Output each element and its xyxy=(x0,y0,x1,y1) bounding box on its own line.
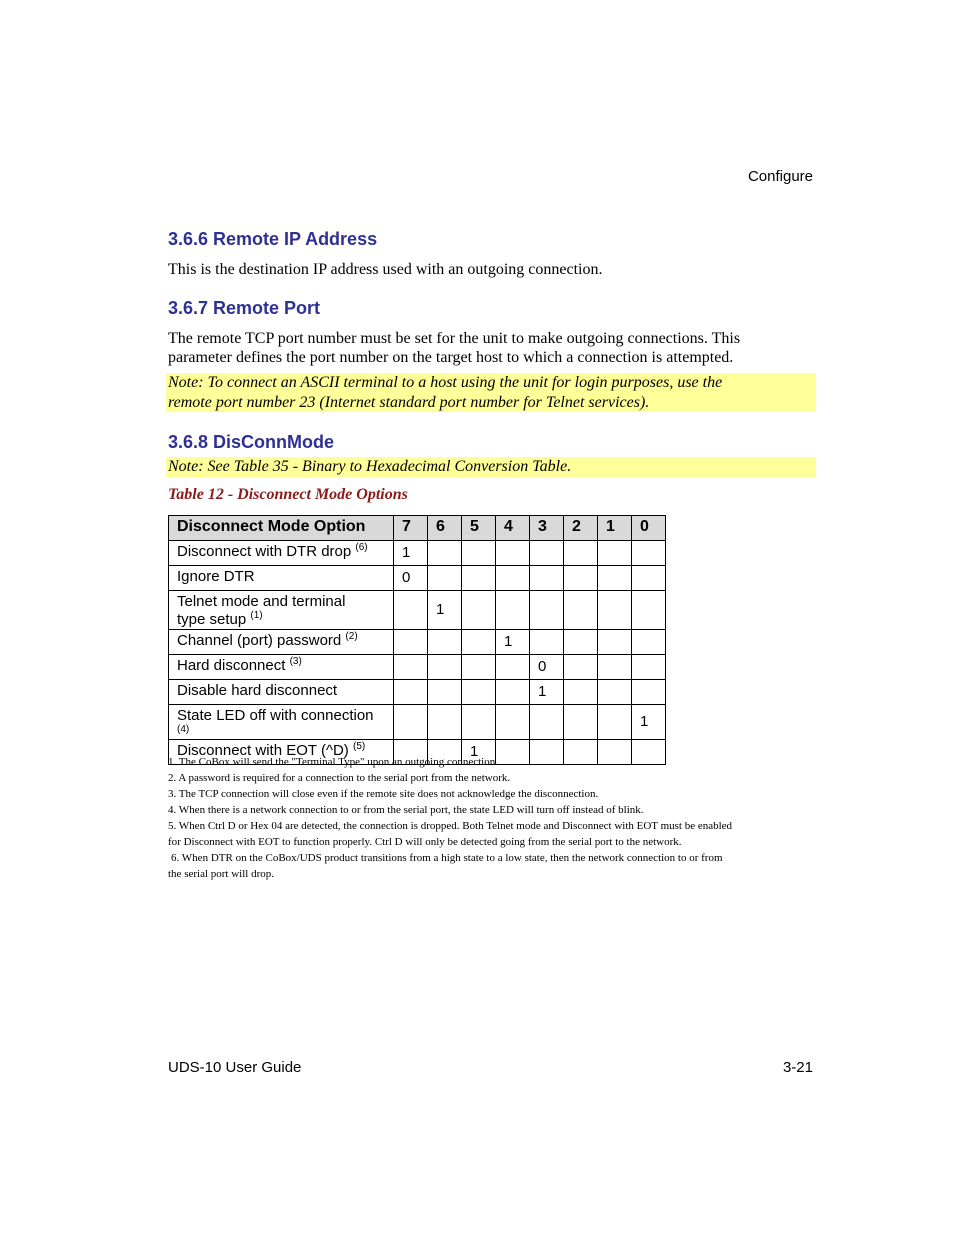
column-header-bit-0: 0 xyxy=(632,516,666,541)
bit-cell: 1 xyxy=(428,591,462,630)
table-footnotes xyxy=(168,754,814,882)
column-header-bit-5: 5 xyxy=(462,516,496,541)
bit-cell xyxy=(632,655,666,680)
row-label-text: Hard disconnect xyxy=(177,657,286,674)
bit-cell xyxy=(462,655,496,680)
row-label-text: Ignore DTR xyxy=(177,568,255,585)
footnote-continuation: for Disconnect with EOT to function properly. Ctrl D will only be detected going from the serial port to the network. xyxy=(168,836,682,848)
bit-cell xyxy=(428,630,462,655)
bit-cell xyxy=(632,630,666,655)
table-row xyxy=(169,705,666,740)
remote-port-description-line2: parameter defines the port number on the target host to which a connection is attempted. xyxy=(168,349,734,366)
bit-cell xyxy=(598,566,632,591)
bit-cell xyxy=(428,541,462,566)
bit-cell xyxy=(530,541,564,566)
bit-cell xyxy=(564,705,598,740)
bit-cell xyxy=(632,566,666,591)
row-label-text: State LED off with connection xyxy=(177,707,374,724)
row-label xyxy=(169,630,394,655)
table-row xyxy=(169,566,666,591)
table-row xyxy=(169,655,666,680)
footnote-item: 3. The TCP connection will close even if the remote site does not acknowledge the disconnection. xyxy=(168,788,599,800)
remote-port-description xyxy=(168,329,828,367)
row-label xyxy=(169,566,394,591)
bit-cell: 0 xyxy=(530,655,564,680)
column-header-option: Disconnect Mode Option xyxy=(169,516,394,541)
bit-cell xyxy=(530,705,564,740)
bit-cell xyxy=(632,541,666,566)
bit-cell xyxy=(496,591,530,630)
table-row xyxy=(169,630,666,655)
remote-port-note-line2: remote port number 23 (Internet standard port number for Telnet services). xyxy=(168,394,650,411)
remote-port-note xyxy=(166,373,816,412)
row-label-text: Disconnect with DTR drop xyxy=(177,543,352,560)
disconnect-mode-table xyxy=(168,515,666,765)
footnote-ref: (6) xyxy=(355,542,368,553)
column-header-bit-7: 7 xyxy=(394,516,428,541)
footnote-ref: (1) xyxy=(250,610,263,621)
bit-cell xyxy=(632,680,666,705)
row-label-text: Disconnect with EOT (^D) xyxy=(177,742,349,759)
column-header-bit-1: 1 xyxy=(598,516,632,541)
heading-disconnmode: 3.6.8 DisConnMode xyxy=(168,432,335,452)
bit-cell xyxy=(564,591,598,630)
bit-cell xyxy=(462,705,496,740)
heading-remote-port: 3.6.7 Remote Port xyxy=(168,298,321,318)
bit-cell: 1 xyxy=(394,541,428,566)
footnote-item: 1. The CoBox will send the "Terminal Type" upon an outgoing connection. xyxy=(168,756,498,768)
bit-cell xyxy=(428,566,462,591)
disconnmode-note: Note: See Table 35 - Binary to Hexadecimal Conversion Table. xyxy=(166,457,816,477)
bit-cell xyxy=(496,680,530,705)
column-header-bit-6: 6 xyxy=(428,516,462,541)
bit-cell xyxy=(598,541,632,566)
bit-cell xyxy=(394,655,428,680)
bit-cell xyxy=(496,655,530,680)
footnote-ref: (4) xyxy=(177,724,190,735)
column-header-bit-4: 4 xyxy=(496,516,530,541)
bit-cell xyxy=(564,630,598,655)
bit-cell xyxy=(462,630,496,655)
row-label xyxy=(169,541,394,566)
bit-cell xyxy=(530,630,564,655)
bit-cell xyxy=(598,705,632,740)
footnote-item: 4. When there is a network connection to or from the serial port, the state LED will turn off instead of blink. xyxy=(168,804,644,816)
footnote-item: 6. When DTR on the CoBox/UDS product transitions from a high state to a low state, then the network connection to or from xyxy=(171,852,723,864)
bit-cell xyxy=(564,680,598,705)
row-label xyxy=(169,591,394,630)
bit-cell xyxy=(462,591,496,630)
bit-cell xyxy=(598,680,632,705)
remote-port-note-line1: Note: To connect an ASCII terminal to a host using the unit for login purposes, use the xyxy=(168,374,723,391)
row-label xyxy=(169,705,394,740)
column-header-bit-3: 3 xyxy=(530,516,564,541)
footnote-ref: (5) xyxy=(352,741,366,752)
bit-cell: 1 xyxy=(496,630,530,655)
table-header-row xyxy=(169,516,666,541)
bit-cell xyxy=(598,655,632,680)
bit-cell xyxy=(530,591,564,630)
bit-cell xyxy=(428,655,462,680)
bit-cell xyxy=(394,705,428,740)
bit-cell: 1 xyxy=(462,740,496,765)
bit-cell xyxy=(598,591,632,630)
bit-cell xyxy=(428,705,462,740)
bit-cell xyxy=(496,705,530,740)
bit-cell xyxy=(632,591,666,630)
bit-cell: 1 xyxy=(632,705,666,740)
footnote-ref: (3) xyxy=(289,656,302,667)
table-caption: Table 12 - Disconnect Mode Options xyxy=(168,486,408,503)
bit-cell xyxy=(564,566,598,591)
bit-cell xyxy=(564,655,598,680)
bit-cell xyxy=(496,566,530,591)
bit-cell xyxy=(428,680,462,705)
bit-cell xyxy=(462,680,496,705)
table-row xyxy=(169,680,666,705)
bit-cell xyxy=(496,541,530,566)
row-label-line1: Telnet mode and terminal xyxy=(177,593,346,610)
row-label-text: Disable hard disconnect xyxy=(177,682,338,699)
table-row xyxy=(169,541,666,566)
remote-port-description-line1: The remote TCP port number must be set for the unit to make outgoing connections. This xyxy=(168,330,741,347)
footer-title: UDS-10 User Guide xyxy=(168,1059,302,1076)
remote-ip-description: This is the destination IP address used with an outgoing connection. xyxy=(168,261,603,278)
footnote-item: 2. A password is required for a connection to the serial port from the network. xyxy=(168,772,511,784)
footnote-ref: (2) xyxy=(345,631,358,642)
row-label xyxy=(169,655,394,680)
bit-cell xyxy=(394,630,428,655)
row-label-line2: type setup xyxy=(177,611,247,628)
bit-cell xyxy=(530,566,564,591)
running-header: Configure xyxy=(747,168,813,185)
bit-cell xyxy=(462,541,496,566)
bit-cell xyxy=(394,591,428,630)
bit-cell xyxy=(462,566,496,591)
bit-cell xyxy=(598,630,632,655)
bit-cell xyxy=(564,541,598,566)
row-label xyxy=(169,680,394,705)
bit-cell xyxy=(394,680,428,705)
table-row xyxy=(169,591,666,630)
heading-remote-ip-address: 3.6.6 Remote IP Address xyxy=(168,229,378,249)
footnote-item: 5. When Ctrl D or Hex 04 are detected, the connection is dropped. Both Telnet mode and Disconnect with EOT must be enabled xyxy=(168,820,733,832)
row-label-text: Channel (port) password xyxy=(177,632,342,649)
footnote-continuation: the serial port will drop. xyxy=(168,868,275,880)
bit-cell: 1 xyxy=(530,680,564,705)
bit-cell: 0 xyxy=(394,566,428,591)
footer-page-number: 3-21 xyxy=(782,1059,813,1076)
column-header-bit-2: 2 xyxy=(564,516,598,541)
